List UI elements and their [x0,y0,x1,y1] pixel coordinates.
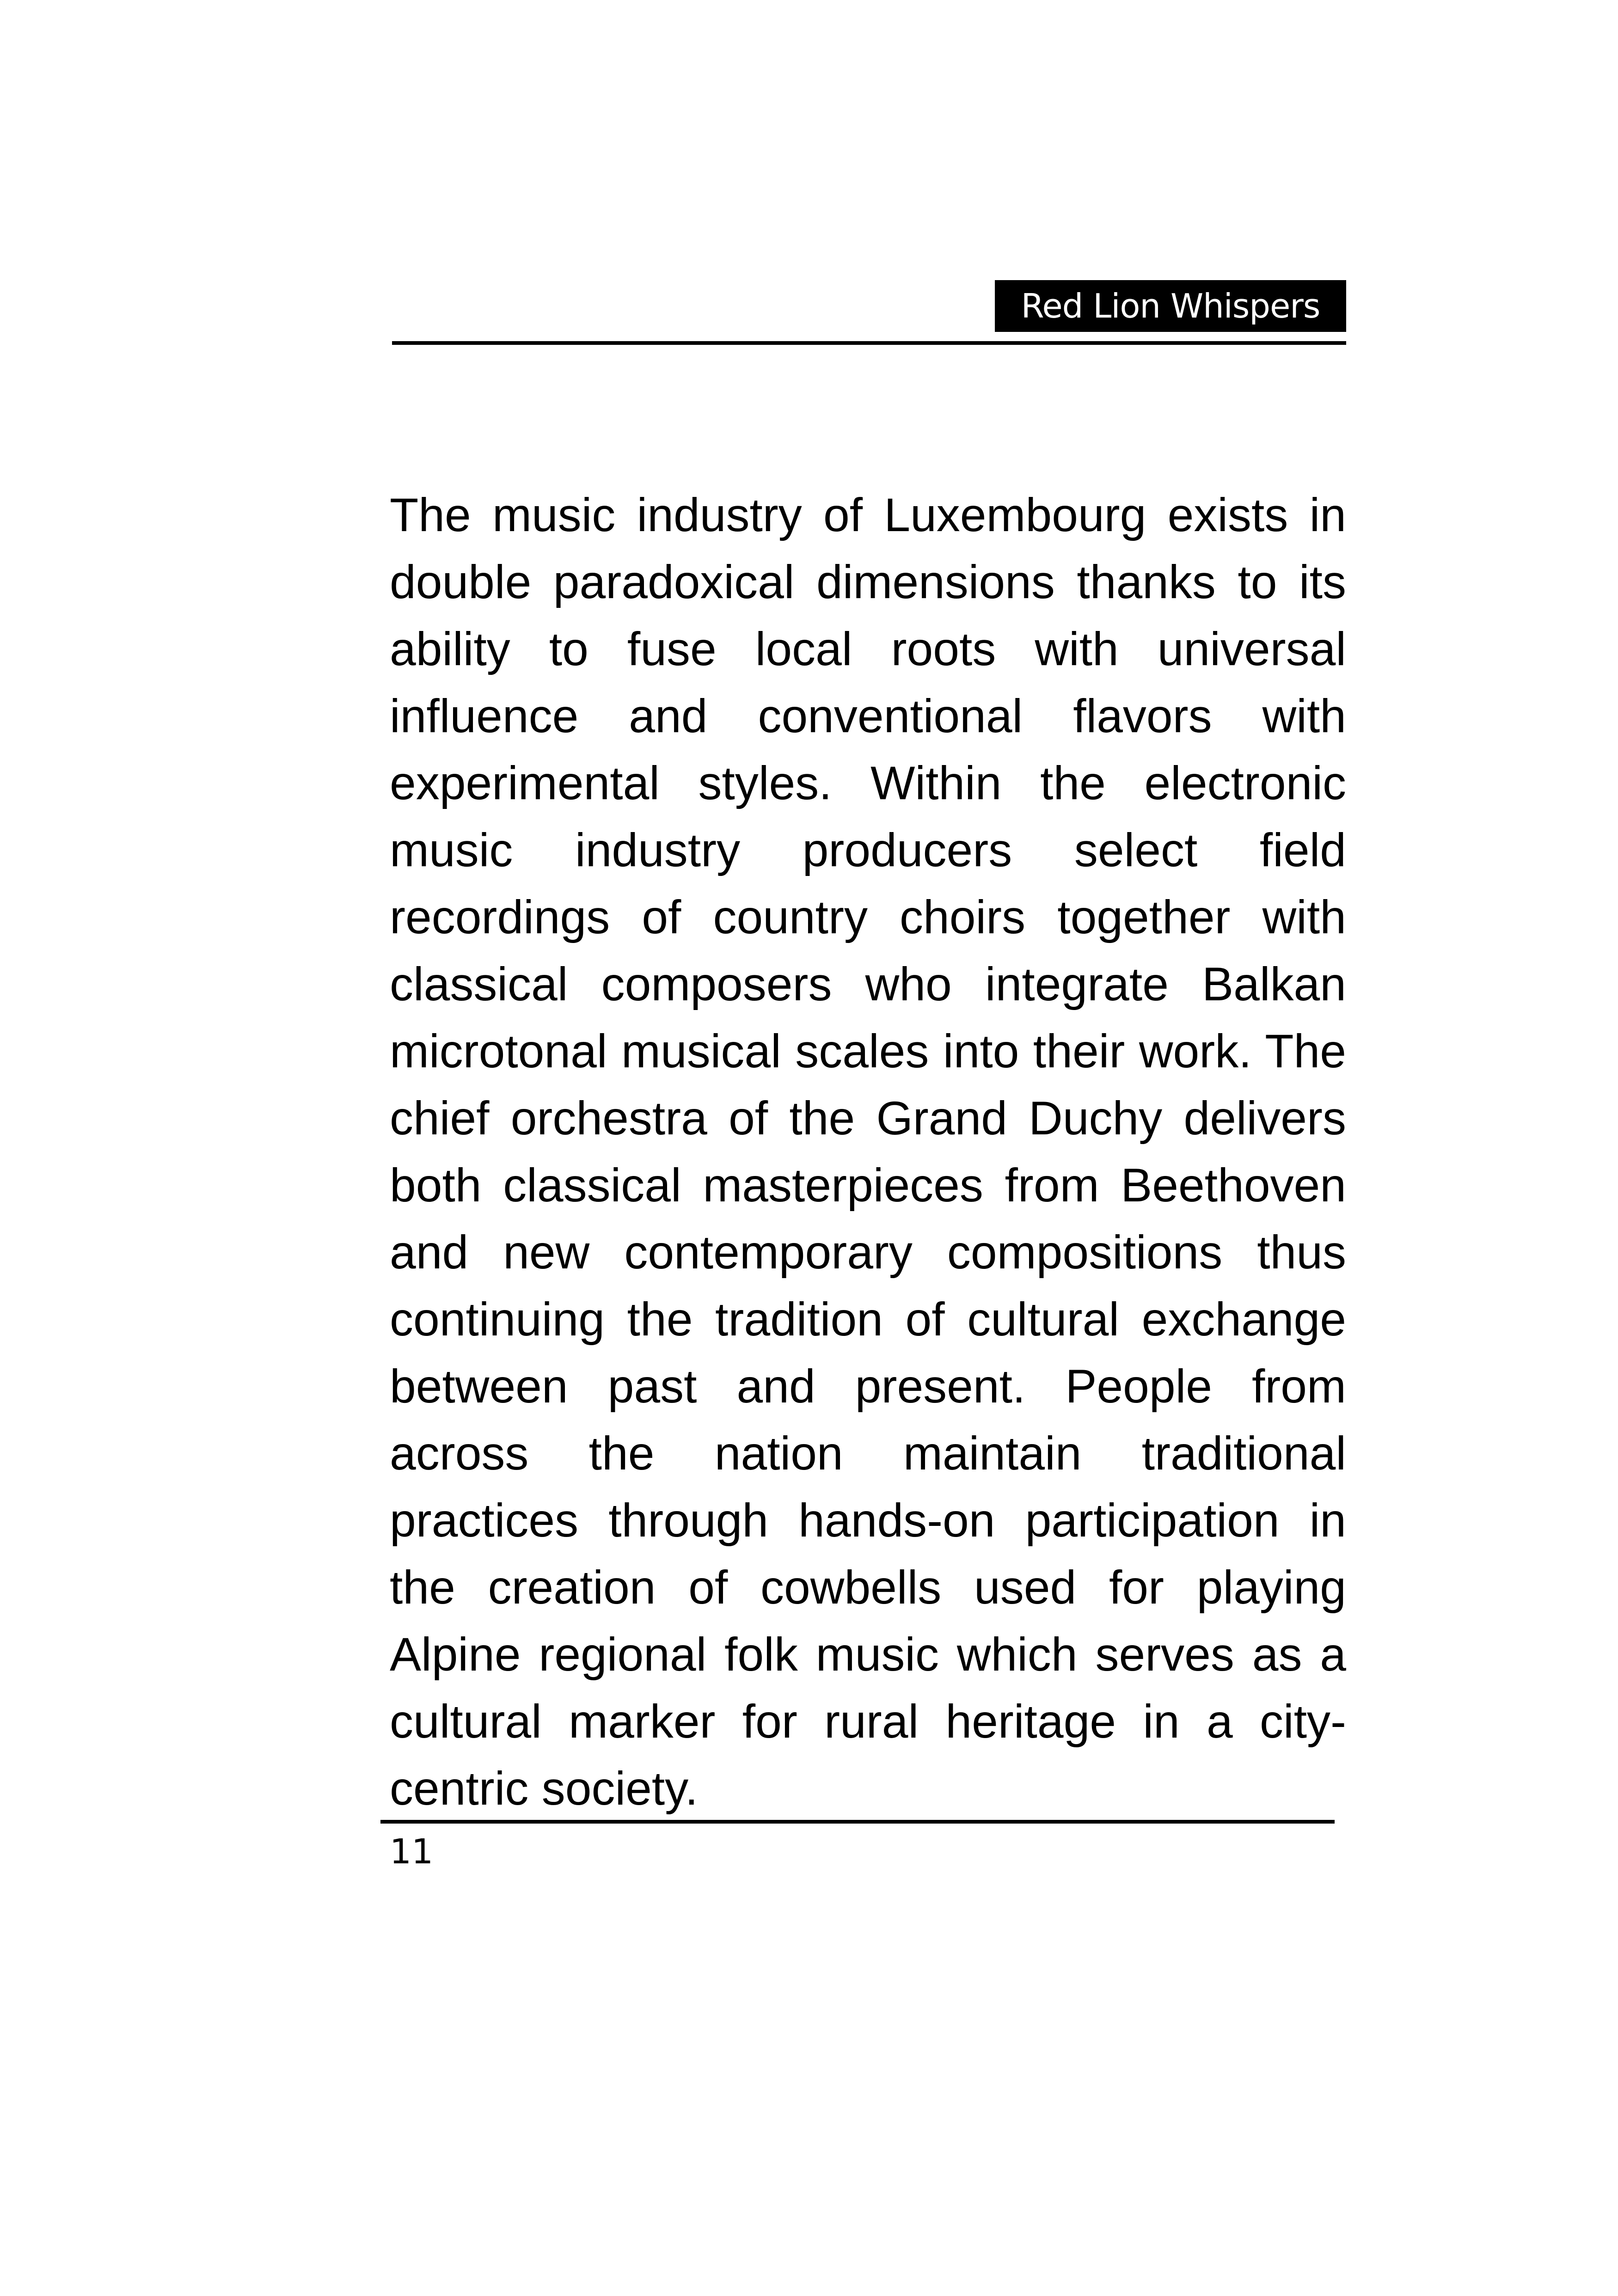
body-paragraph: The music industry of Luxembourg exists in double paradoxical dimensions thanks to its ability to fuse local roots with universal influence and conventional flavors with experimental styles. Within the electronic music industry producers select field recordings of country choirs together with classical composers who integrate Balkan microtonal musical scales into their work. The chief orchestra of the Grand Duchy delivers both classical masterpieces from Beethoven and new contemporary compositions thus continuing the tradition of cultural exchange between past and present. People from across the nation maintain traditional practices through hands-on participation in the creation of cowbells used for playing Alpine regional folk music which serves as a cultural marker for rural heritage in a city-centric society. [390,489,1346,1815]
footer-divider [380,1820,1335,1824]
running-header-title: Red Lion Whispers [995,280,1346,332]
header-divider [392,341,1346,345]
page-number: 11 [390,1832,434,1872]
